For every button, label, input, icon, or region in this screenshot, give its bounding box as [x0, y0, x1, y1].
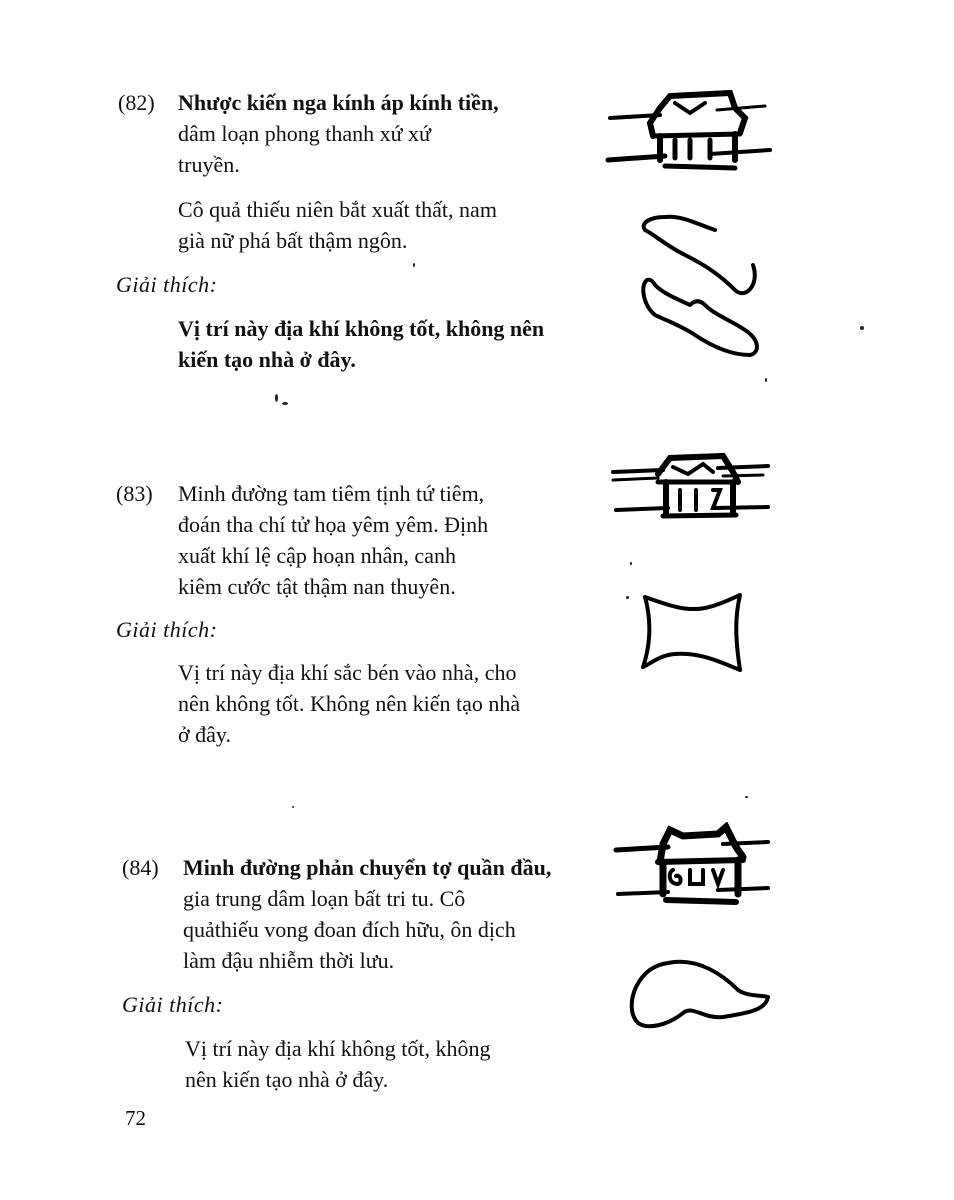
explanation-line: nên kiến tạo nhà ở đây. — [185, 1067, 389, 1092]
verse-line: gia trung dâm loạn bất tri tu. Cô — [183, 886, 466, 911]
entry-number: (83) — [116, 481, 153, 506]
explanation-line: kiến tạo nhà ở đây. — [178, 347, 356, 372]
scan-speck — [413, 263, 415, 267]
scan-speck — [292, 806, 294, 808]
explanation-line: Vị trí này địa khí không tốt, không nên — [178, 316, 545, 341]
scan-speck — [282, 402, 288, 405]
explanation-line: ở đây. — [178, 722, 231, 747]
scan-speck — [275, 394, 278, 402]
entry-number: (84) — [122, 855, 159, 880]
verse-line: Nhược kiến nga kính áp kính tiền, — [178, 90, 499, 115]
two-elongated-land-shapes — [635, 205, 765, 375]
explanation-line: Vị trí này địa khí sắc bén vào nhà, cho — [178, 660, 517, 685]
house-icon — [608, 822, 773, 907]
entry-number: (82) — [118, 90, 155, 115]
scan-speck — [860, 326, 864, 330]
verse-line: xuất khí lệ cập hoạn nhân, canh — [178, 543, 456, 568]
scan-speck — [765, 378, 767, 382]
four-pointed-concave-shape — [640, 592, 745, 672]
verse-line: quảthiếu vong đoan đích hữu, ôn dịch — [183, 917, 516, 942]
verse-line: làm đậu nhiễm thời lưu. — [183, 948, 395, 973]
explanation-label: Giải thích: — [116, 272, 218, 297]
verse-line: Minh đường tam tiêm tịnh tứ tiêm, — [178, 481, 485, 506]
page-number: 72 — [125, 1106, 146, 1130]
verse-line: già nữ phá bất thậm ngôn. — [178, 228, 408, 253]
verse-line: dâm loạn phong thanh xứ xứ — [178, 121, 431, 146]
verse-line: Minh đường phản chuyển tợ quần đầu, — [183, 855, 552, 880]
verse-line: đoán tha chí tử họa yêm yêm. Định — [178, 512, 489, 537]
scan-speck — [630, 562, 632, 565]
explanation-line: nên không tốt. Không nên kiến tạo nhà — [178, 691, 521, 716]
scan-speck — [745, 796, 748, 798]
teardrop-land-shape — [628, 955, 773, 1035]
explanation-label: Giải thích: — [122, 992, 224, 1017]
explanation-line: Vị trí này địa khí không tốt, không — [185, 1036, 491, 1061]
verse-line: truyền. — [178, 152, 240, 177]
verse-line: kiêm cước tật thậm nan thuyên. — [178, 574, 456, 599]
verse-line: Cô quả thiếu niên bắt xuất thất, nam — [178, 197, 497, 222]
house-icon — [605, 88, 775, 173]
scan-speck — [626, 596, 629, 599]
house-icon — [608, 452, 773, 527]
explanation-label: Giải thích: — [116, 617, 218, 642]
